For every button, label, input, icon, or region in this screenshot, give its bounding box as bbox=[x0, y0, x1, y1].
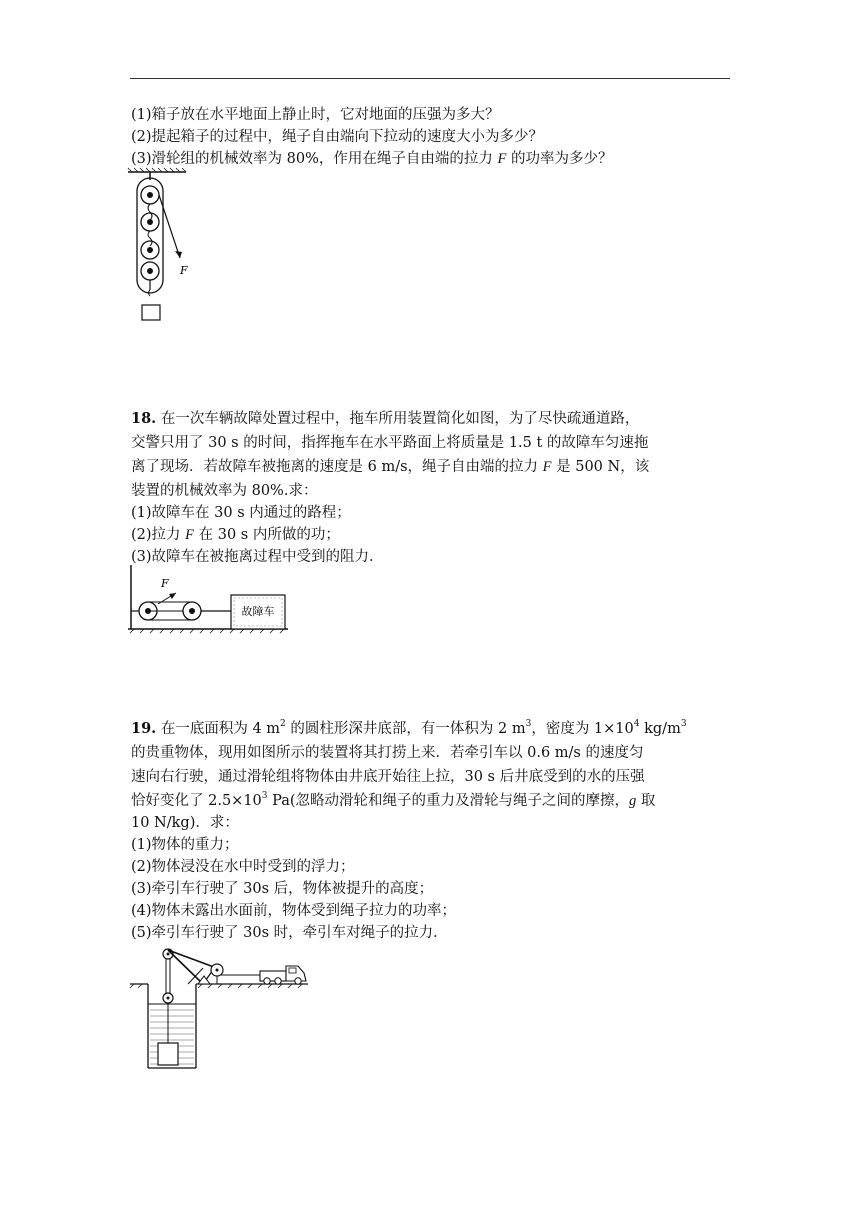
q18-sub3: (3)故障车在被拖离过程中受到的阻力． bbox=[131, 549, 384, 565]
q19-line4-var: g bbox=[629, 793, 637, 809]
q19-sub1: (1)物体的重力； bbox=[131, 837, 239, 853]
q19-line1-part-a: 在一底面积为 4 m bbox=[156, 721, 281, 737]
q19-line3: 速向右行驶，通过滑轮组将物体由井底开始往上拉，30 s 后井底受到的水的压强 bbox=[131, 769, 645, 785]
q19-line1-part-d: kg/m bbox=[639, 721, 681, 737]
q18-line4: 装置的机械效率为 80%.求： bbox=[131, 483, 318, 499]
q19-line4-part-c: 取 bbox=[636, 793, 656, 809]
q19-line1-sup1: 2 bbox=[280, 719, 286, 730]
q17-sub2: (2)提起箱子的过程中，绳子自由端向下拉动的速度大小为多少？ bbox=[131, 129, 544, 145]
q18-line3 bbox=[131, 456, 649, 478]
q19-line4-part-a: 恰好变化了 2.5×10 bbox=[131, 793, 262, 809]
q18-line2: 交警只用了 30 s 的时间，指挥拖车在水平路面上将质量是 1.5 t 的故障车匀速拖 bbox=[131, 435, 649, 451]
q19-line1 bbox=[131, 718, 687, 740]
q19-sub4: (4)物体未露出水面前，物体受到绳子拉力的功率； bbox=[131, 903, 457, 919]
q19-line1-part-c: ，密度为 1×10 bbox=[531, 721, 634, 737]
q19-sub3: (3)牵引车行驶了 30s 后，物体被提升的高度； bbox=[131, 881, 434, 897]
q19-line1-part-b: 的圆柱形深井底部，有一体积为 2 m bbox=[285, 721, 526, 737]
q18-tow-figure bbox=[128, 563, 294, 635]
q17-sub3-var: F bbox=[497, 151, 507, 167]
q18-sub1: (1)故障车在 30 s 内通过的路程； bbox=[131, 505, 351, 521]
q18-sub2-part-a: (2)拉力 bbox=[131, 527, 186, 543]
q18-figure-car-label: 故障车 bbox=[241, 605, 275, 618]
q17-sub1: (1)箱子放在水平地面上静止时，它对地面的压强为多大？ bbox=[131, 107, 500, 123]
q17-sub3 bbox=[131, 148, 612, 170]
q19-line1-sup3: 4 bbox=[633, 719, 640, 730]
q18-line3-var: F bbox=[542, 459, 552, 475]
q19-line1-sup2: 3 bbox=[525, 719, 532, 730]
q18-sub2 bbox=[131, 524, 340, 546]
q18-figure-force-label: F bbox=[161, 577, 169, 590]
q19-line2: 的贵重物体，现用如图所示的装置将其打捞上来．若牵引车以 0.6 m/s 的速度匀 bbox=[131, 745, 644, 761]
q18-line3-part-a: 离了现场．若故障车被拖离的速度是 6 m/s，绳子自由端的拉力 bbox=[131, 459, 543, 475]
q19-line4-part-b: Pa(忽略动滑轮和绳子的重力及滑轮与绳子之间的摩擦， bbox=[267, 793, 630, 809]
q18-sub2-var: F bbox=[185, 527, 195, 543]
q19-number: 19. bbox=[131, 720, 157, 737]
q19-line4 bbox=[131, 790, 655, 812]
q18-line1 bbox=[131, 408, 639, 430]
q18-sub2-part-b: 在 30 s 内所做的功； bbox=[194, 527, 340, 543]
q19-sub2: (2)物体浸没在水中时受到的浮力； bbox=[131, 859, 355, 875]
q18-number: 18. bbox=[131, 410, 157, 427]
q18-line1-text: 在一次车辆故障处置过程中，拖车所用装置简化如图，为了尽快疏通道路， bbox=[156, 411, 640, 427]
q17-figure-force-label: F bbox=[180, 264, 188, 277]
q17-sub3-part-a: (3)滑轮组的机械效率为 80%，作用在绳子自由端的拉力 bbox=[131, 151, 498, 167]
q18-line3-part-b: 是 500 N，该 bbox=[551, 459, 650, 475]
q19-well-crane-figure bbox=[128, 940, 318, 1075]
q17-sub3-part-b: 的功率为多少？ bbox=[506, 151, 613, 167]
q19-line1-sup4: 3 bbox=[680, 719, 687, 730]
q19-sub5: (5)牵引车行驶了 30s 时，牵引车对绳子的拉力． bbox=[131, 925, 448, 941]
header-rule bbox=[130, 78, 730, 79]
q17-pulley-figure bbox=[128, 168, 208, 328]
q19-line4-sup: 3 bbox=[261, 791, 268, 802]
q19-line5: 10 N/kg)．求： bbox=[131, 815, 239, 831]
